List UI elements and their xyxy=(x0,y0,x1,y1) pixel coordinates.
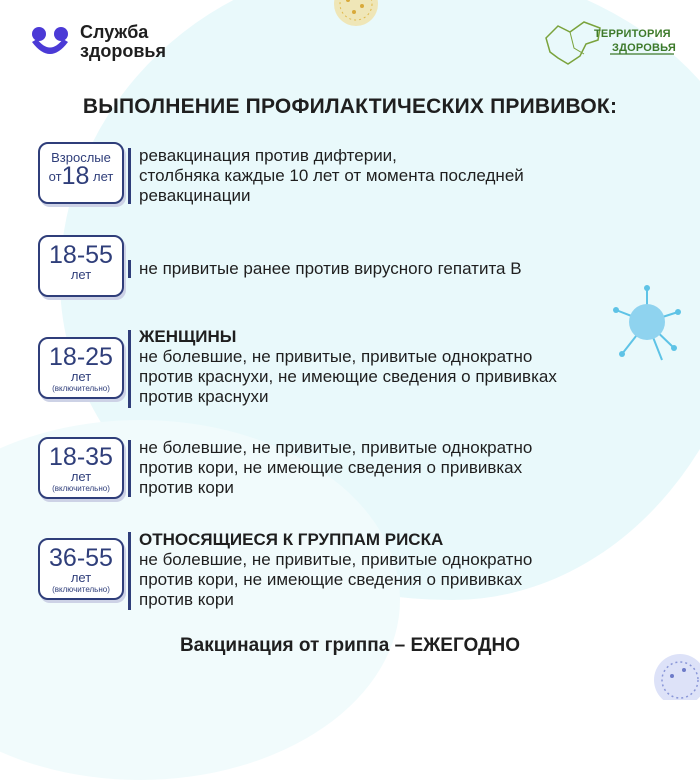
age-range: 36-55 xyxy=(49,544,113,572)
item-line: не болевшие, не привитые, привитые однократно xyxy=(139,550,533,569)
item-line: против кори, не имеющие сведения о прививках xyxy=(139,570,523,589)
age-note: (включительно) xyxy=(52,384,110,393)
age-badge-18-55 xyxy=(38,235,124,297)
age-unit: лет xyxy=(70,469,92,484)
item-description-risk-groups xyxy=(139,530,679,610)
age-badge-18-35 xyxy=(38,437,124,499)
item-line: не болевшие, не привитые, привитые однократно xyxy=(139,438,533,457)
age-badge-36-55 xyxy=(38,538,124,600)
item-description-adults xyxy=(139,146,679,206)
item-line: ревакцинации xyxy=(139,186,251,205)
age-note: (включительно) xyxy=(52,585,110,594)
sluzhba-zdorovya-logo xyxy=(28,22,166,62)
heart-check-icon xyxy=(28,22,72,62)
divider-bar xyxy=(128,148,131,204)
flu-vaccination-footer: Вакцинация от гриппа – ЕЖЕГОДНО xyxy=(179,635,521,656)
item-line: не болевшие, не привитые, привитые однократно xyxy=(139,347,533,366)
age-note: (включительно) xyxy=(52,484,110,493)
item-line: против кори xyxy=(139,478,234,497)
item-description-hepatitis xyxy=(139,259,679,279)
age-badge-suffix: лет xyxy=(93,169,114,184)
age-range: 18-25 xyxy=(49,343,113,371)
divider-bar xyxy=(128,532,131,610)
logo-text-line1: Служба xyxy=(80,22,149,42)
logo-text-line2: здоровья xyxy=(80,41,166,61)
age-range: 18-55 xyxy=(49,241,113,269)
item-line: против краснухи xyxy=(139,387,269,406)
item-line: ревакцинация против дифтерии, xyxy=(139,146,397,165)
item-line: против кори xyxy=(139,590,234,609)
age-badge-prefix: от xyxy=(48,169,62,184)
age-unit: лет xyxy=(70,570,92,585)
item-description-measles-18-35 xyxy=(139,438,679,498)
age-unit: лет xyxy=(70,267,92,282)
logo-right-line2: ЗДОРОВЬЯ xyxy=(612,42,676,54)
age-unit: лет xyxy=(70,369,92,384)
item-line: против кори, не имеющие сведения о прививках xyxy=(139,458,523,477)
page-title: ВЫПОЛНЕНИЕ ПРОФИЛАКТИЧЕСКИХ ПРИВИВОК: xyxy=(82,95,618,118)
age-badge-18-25 xyxy=(38,337,124,399)
logo-right-line1: ТЕРРИТОРИЯ xyxy=(594,28,671,40)
virus-decoration-icon xyxy=(326,0,386,34)
age-badge-value: 18 xyxy=(61,162,90,190)
item-description-women xyxy=(139,327,679,407)
item-heading: ЖЕНЩИНЫ xyxy=(139,327,237,346)
item-heading: ОТНОСЯЩИЕСЯ К ГРУППАМ РИСКА xyxy=(139,530,444,549)
item-line: столбняка каждые 10 лет от момента последней xyxy=(139,166,524,185)
divider-bar xyxy=(128,330,131,408)
territoriya-zdorovya-logo xyxy=(540,18,680,70)
divider-bar xyxy=(128,260,131,278)
age-badge-adults xyxy=(38,142,124,204)
divider-bar xyxy=(128,440,131,497)
item-line: не привитые ранее против вирусного гепатита В xyxy=(139,259,522,278)
item-line: против краснухи, не имеющие сведения о прививках xyxy=(139,367,557,386)
age-badge-label: Взрослые xyxy=(51,150,111,165)
age-range: 18-35 xyxy=(49,443,113,471)
